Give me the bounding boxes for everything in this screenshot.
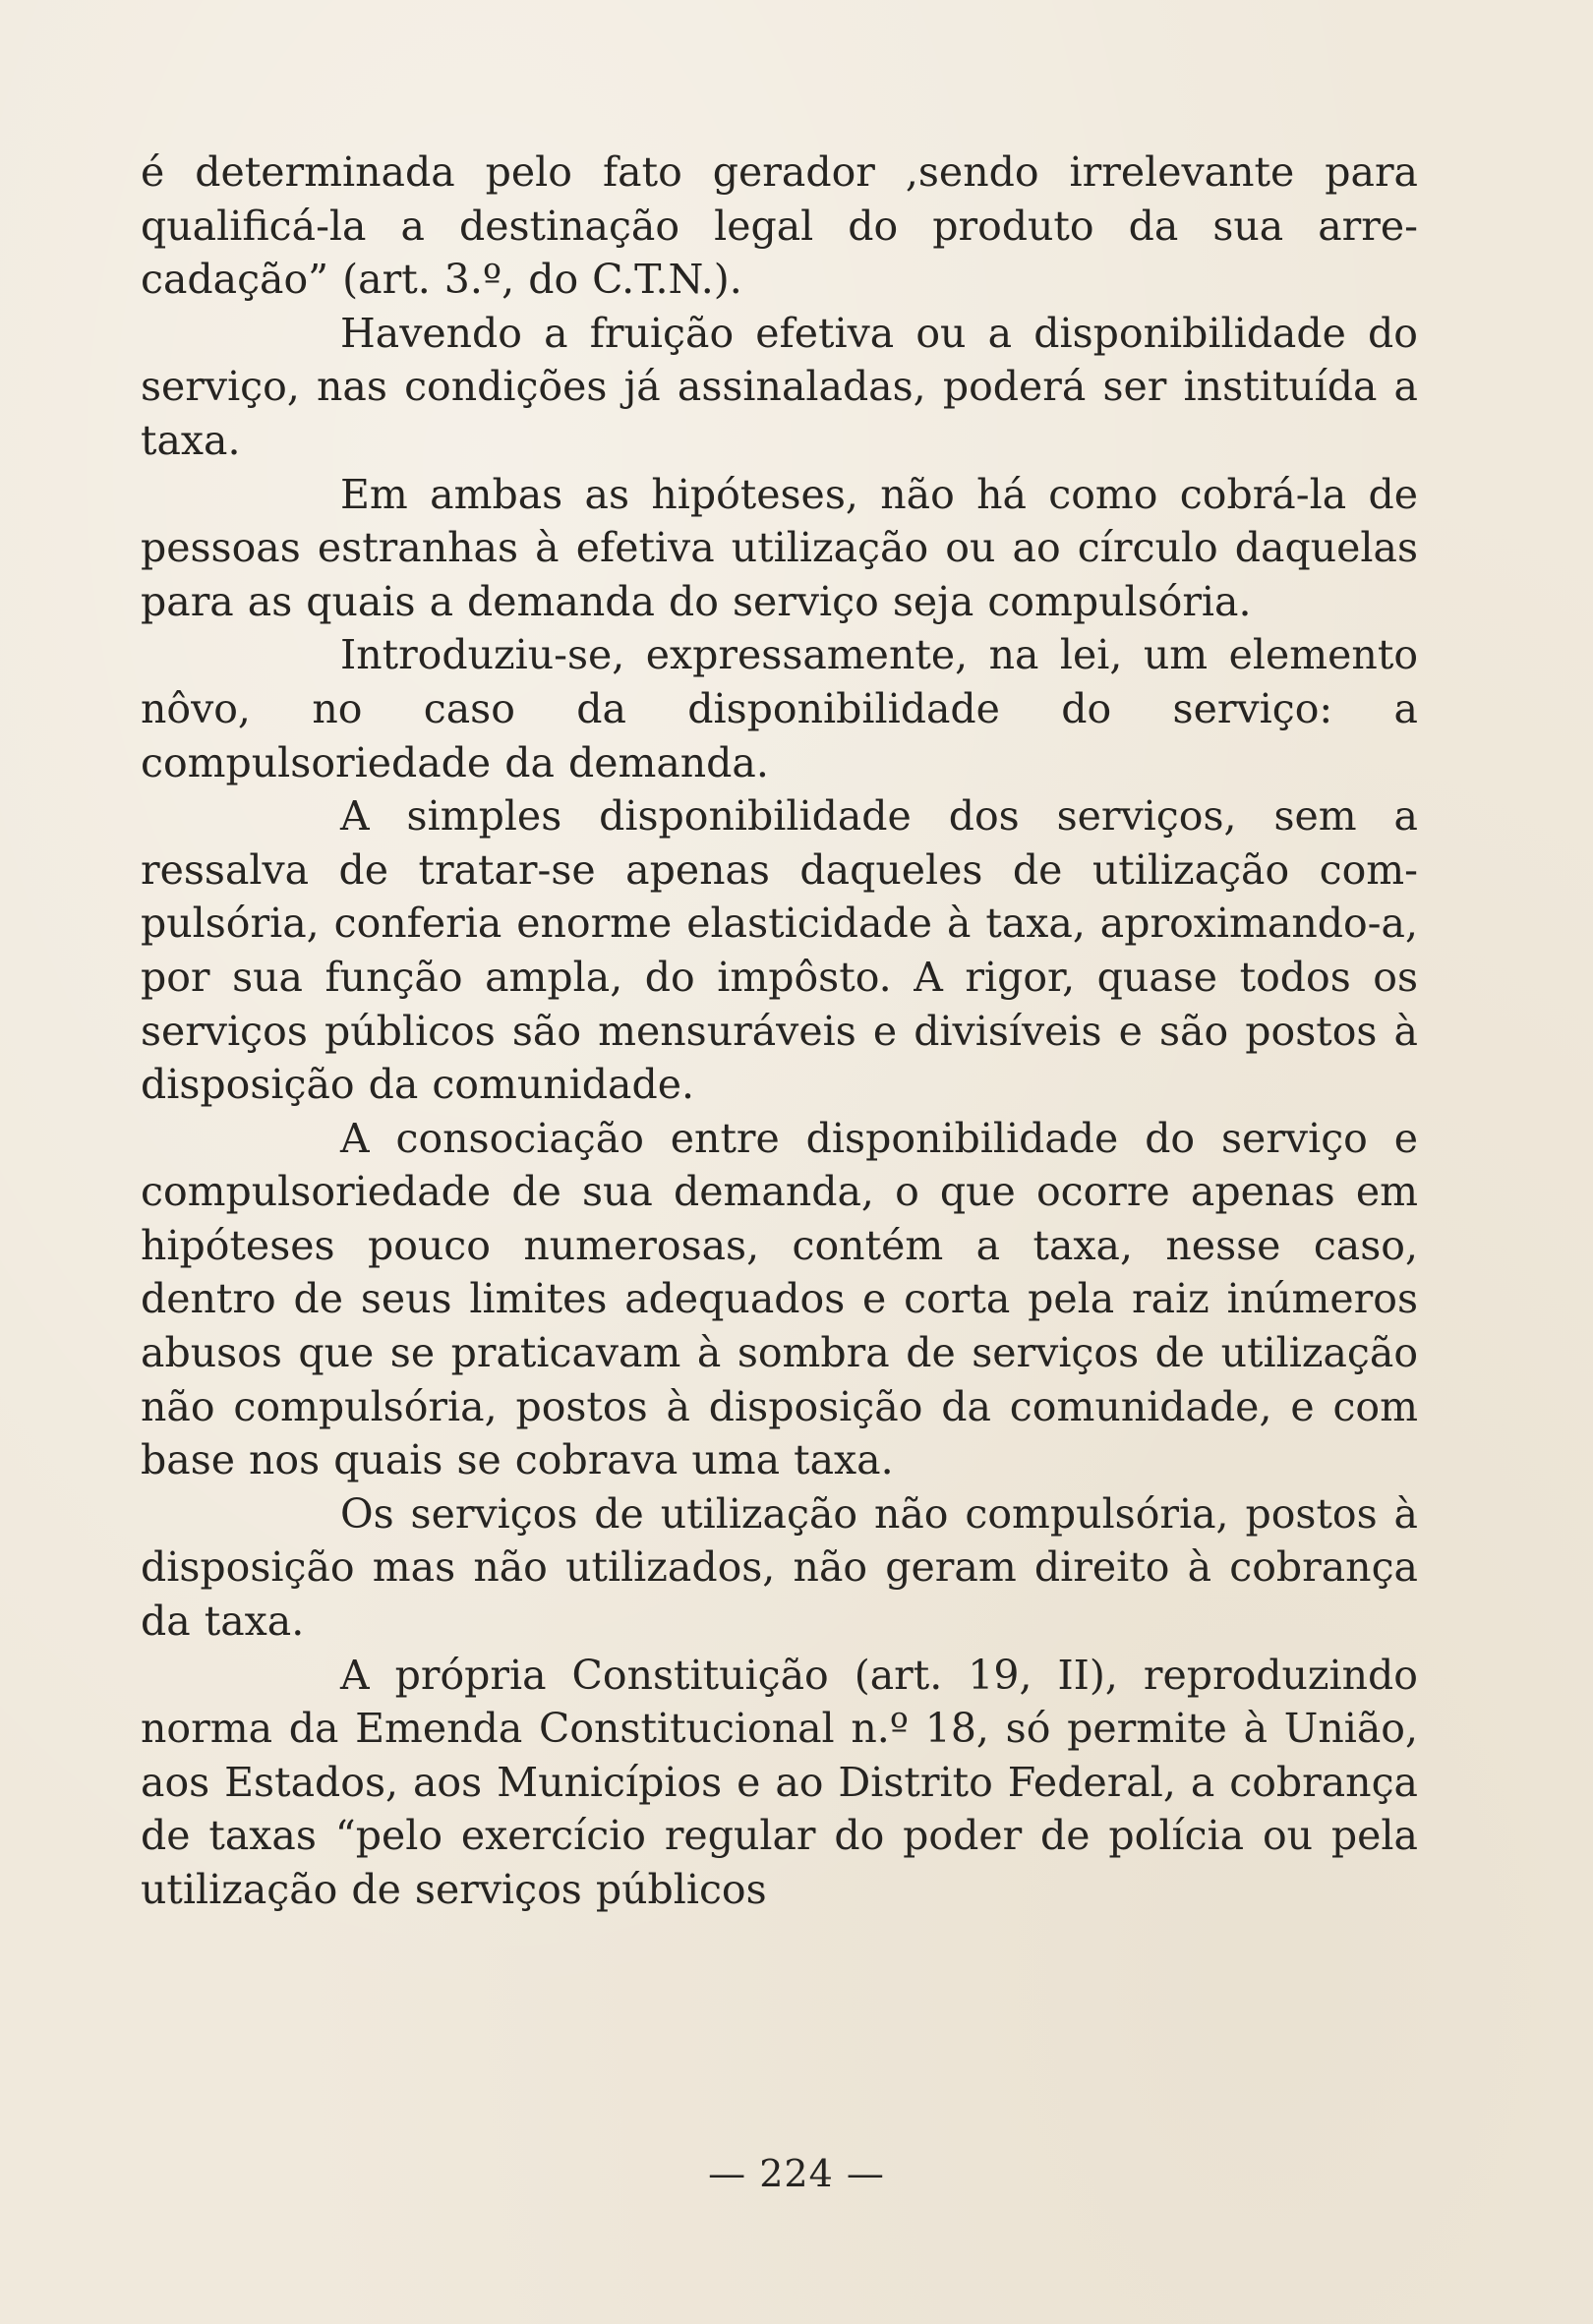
page-number: — 224 —	[708, 2152, 885, 2195]
paragraph-4: Introduziu-se, expressamente, na lei, um elemento nôvo, no caso da disponibilidade do serviço: a compulsoriedade da demanda.	[141, 631, 1418, 786]
paragraph-3: Em ambas as hipóteses, não há como cobrá-la de pessoas estranhas à efetiva utilização ou ao círculo daquelas para as quais a demanda do serviço seja compulsória.	[141, 470, 1418, 625]
paragraph-8: A própria Constituição (art. 19, II), reproduzindo norma da Emenda Constitucional n.º 18, só permite à União, aos Estados, aos Municípios e ao Distrito Federal, a cobrança de taxas “pelo exercício regular do poder de polícia ou pela utilização de serviços públicos	[141, 1651, 1418, 1913]
paragraph-5: A simples disponibilidade dos serviços, sem a ressalva de tratar-se apenas daqueles de utilização compulsória, conferia enorme elasticidade à taxa, aproximando-a, por sua função ampla, do impôsto. A rigor, quase todos os serviços públicos são mensuráveis e divisíveis e são postos à disposição da comunidade.	[141, 792, 1418, 1109]
body-text	[141, 145, 1418, 1917]
paragraph-1: é determinada pelo fato gerador ,sendo irrelevante para qualificá-la a destinação legal do produto da sua arrecadação” (art. 3.º, do C.T.N.).	[141, 148, 1418, 304]
paragraph-7: Os serviços de utilização não compulsória, postos à disposição mas não utilizados, não geram direito à cobrança da taxa.	[141, 1489, 1418, 1646]
paragraph-6: A consociação entre disponibilidade do serviço e compulsoriedade de sua demanda, o que ocorre apenas em hipóteses pouco numerosas, contém a taxa, nesse caso, dentro de seus limites adequados e corta pela raiz inúmeros abusos que se praticavam à sombra de serviços de utilização não compulsória, postos à disposição da comunidade, e com base nos quais se cobrava uma taxa.	[141, 1114, 1418, 1484]
paragraph-2: Havendo a fruição efetiva ou a disponibilidade do serviço, nas condições já assinaladas, poderá ser instituída a taxa.	[141, 309, 1418, 464]
